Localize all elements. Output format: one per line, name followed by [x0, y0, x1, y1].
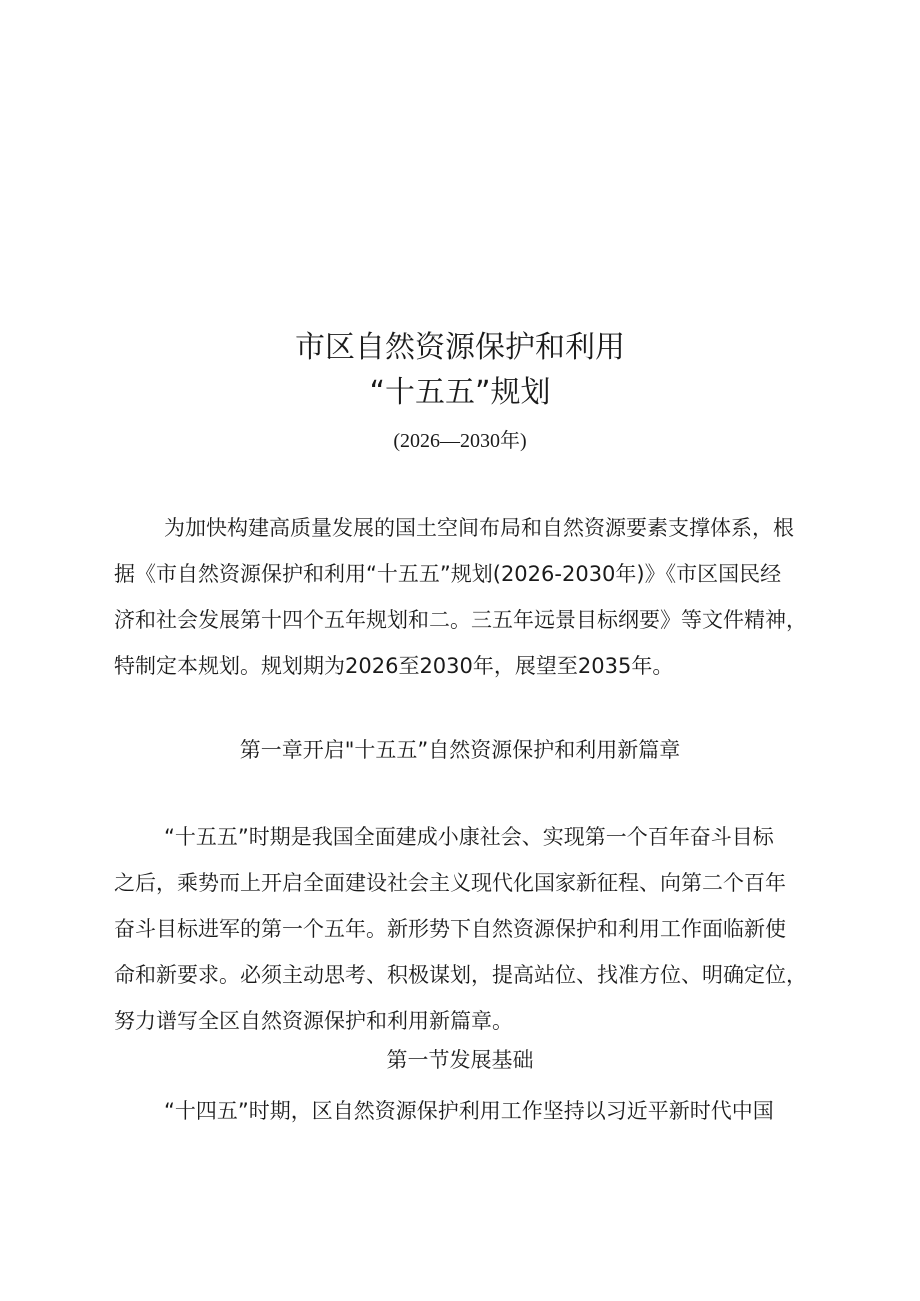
paragraph-line: 命和新要求。必须主动思考、积极谋划，提高站位、找准方位、明确定位，: [114, 963, 807, 987]
document-title-line-1: 市区自然资源保护和利用: [295, 330, 625, 365]
paragraph-line: 奋斗目标进军的第一个五年。新形势下自然资源保护和利用工作面临新使: [114, 917, 786, 941]
document-period: (2026—2030年): [393, 430, 527, 452]
paragraph-line: 之后，乘势而上开启全面建设社会主义现代化国家新征程、向第二个百年: [114, 871, 786, 895]
chapter-paragraph: [114, 814, 809, 1044]
paragraph-line: 为加快构建高质量发展的国土空间布局和自然资源要素支撑体系，根: [164, 516, 794, 540]
paragraph-line: “十四五”时期，区自然资源保护利用工作坚持以习近平新时代中国: [164, 1099, 774, 1123]
paragraph-line: 特制定本规划。规划期为2026至2030年，展望至2035年。: [114, 654, 674, 678]
chapter-heading: 第一章开启"十五五”自然资源保护和利用新篇章: [239, 738, 681, 762]
section-paragraph: [114, 1088, 809, 1134]
paragraph-line: 努力谱写全区自然资源保护和利用新篇章。: [114, 1009, 513, 1033]
document-title-line-2: “十五五”规划: [369, 375, 551, 410]
paragraph-line: 据《市自然资源保护和利用“十五五”规划(2026-2030年)》《市区国民经: [114, 562, 782, 586]
intro-paragraph: [114, 505, 809, 689]
paragraph-line: 济和社会发展第十四个五年规划和二。三五年远景目标纲要》等文件精神，: [114, 608, 807, 632]
section-heading: 第一节发展基础: [386, 1048, 534, 1072]
paragraph-line: “十五五”时期是我国全面建成小康社会、实现第一个百年奋斗目标: [164, 825, 774, 849]
